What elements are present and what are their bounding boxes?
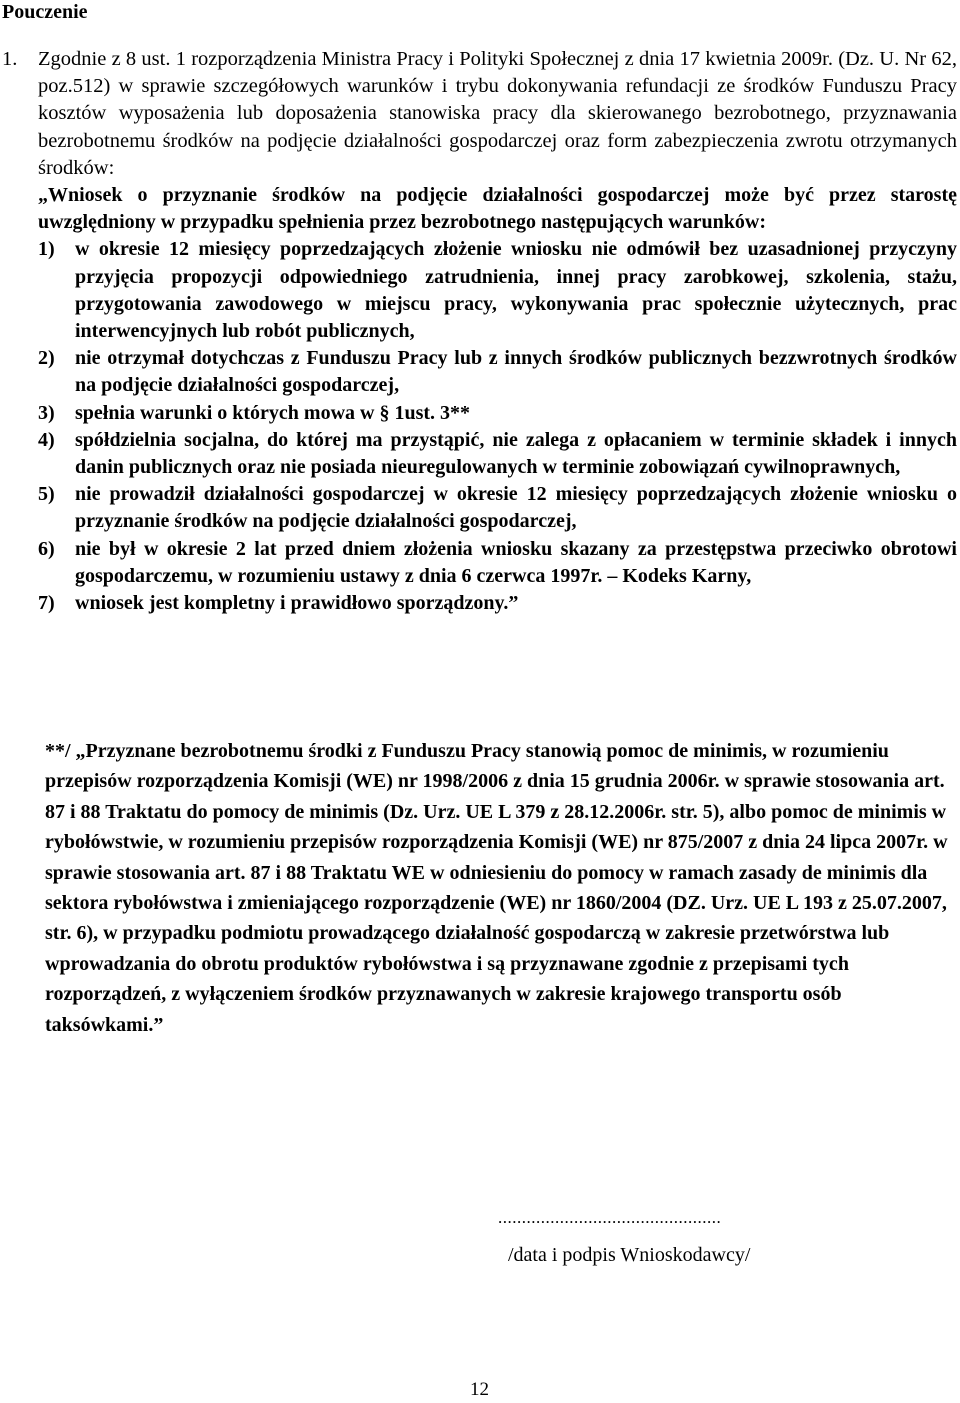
- list-item: [38, 536, 957, 590]
- item-number: 1): [38, 238, 55, 261]
- page-number: 12: [470, 1379, 489, 1400]
- item-number: 3): [38, 401, 55, 424]
- list-item: [38, 481, 957, 535]
- signature-line: ...............................................: [498, 1208, 722, 1227]
- item-text: w okresie 12 miesięcy poprzedzających złożenie wniosku nie odmówił bez uzasadnionej przyczyny przyjęcia propozycji odpowiedniego zatrudnienia, innej pracy zarobkowej, szkolenia, stażu, przygotowania zawodowego w miejscu pracy, wykonywania prac społecznie użytecznych, prac interwencyjnych lub robót publicznych,: [75, 238, 957, 343]
- paragraph-1: [2, 46, 957, 182]
- item-number: 4): [38, 428, 55, 451]
- paragraph-number: 1.: [2, 48, 18, 70]
- page-title: Pouczenie: [2, 1, 88, 23]
- list-item: [38, 345, 957, 399]
- quoted-intro: „Wniosek o przyznanie środków na podjęcie działalności gospodarczej może być przez starostę uwzględniony w przypadku spełnienia przez bezrobotnego następujących warunków:: [38, 184, 957, 234]
- item-text: wniosek jest kompletny i prawidłowo sporządzony.”: [75, 592, 519, 615]
- list-item: [38, 590, 957, 617]
- footnote: **/ „Przyznane bezrobotnemu środki z Funduszu Pracy stanowią pomoc de minimis, w rozumieniu przepisów rozporządzenia Komisji (WE) nr 1998/2006 z dnia 15 grudnia 2006r. w sprawie stosowania art. 87 i 88 Traktatu do pomocy de minimis (Dz. Urz. UE L 379 z 28.12.2006r. str. 5), albo pomoc de minimis w rybołówstwie, w rozumieniu przepisów rozporządzenia Komisji (WE) nr 875/2007 z dnia 24 lipca 2007r. w sprawie stosowania art. 87 i 88 Traktatu WE w odniesieniu do pomocy w ramach zasady de minimis dla sektora rybołówstwa i zmieniającego rozporządzenie (WE) nr 1860/2004 (DZ. Urz. UE L 193 z 25.07.2007, str. 6), w przypadku podmiotu prowadzącego działalność gospodarczą w zakresie przetwórstwa lub wprowadzania do obrotu produktów rybołówstwa i są przyznawane zgodnie z przepisami tych rozporządzeń, z wyłączeniem środków przyznawanych w zakresie krajowego transportu osób taksówkami.”: [45, 740, 948, 1036]
- instruction-section: [2, 46, 957, 617]
- list-item: [38, 400, 957, 427]
- conditions-list: [38, 236, 957, 617]
- list-item: [38, 236, 957, 345]
- paragraph-text: Zgodnie z 8 ust. 1 rozporządzenia Ministra Pracy i Polityki Społecznej z dnia 17 kwietnia 2009r. (Dz. U. Nr 62, poz.512) w sprawie szczegółowych warunków i trybu dokonywania refundacji ze środków Funduszu Pracy kosztów wyposażenia lub doposażenia stanowiska pracy dla skierowanego bezrobotnego, przyznawania bezrobotnemu środków na podjęcie działalności gospodarczej oraz form zabezpieczenia zwrotu otrzymanych środków:: [38, 48, 957, 179]
- conditions-block: [38, 182, 957, 617]
- item-text: nie otrzymał dotychczas z Funduszu Pracy lub z innych środków publicznych bezzwrotnych środków na podjęcie działalności gospodarczej,: [75, 347, 957, 397]
- item-number: 5): [38, 483, 55, 506]
- item-number: 7): [38, 592, 55, 615]
- item-text: nie prowadził działalności gospodarczej w okresie 12 miesięcy poprzedzających złożenie wniosku o przyznanie środków na podjęcie działalności gospodarczej,: [75, 483, 957, 533]
- signature-label: /data i podpis Wnioskodawcy/: [508, 1244, 751, 1266]
- item-text: spółdzielnia socjalna, do której ma przystąpić, nie zalega z opłacaniem w terminie składek i innych danin publicznych oraz nie posiada nieuregulowanych w terminie zobowiązań cywilnoprawnych,: [75, 428, 957, 479]
- item-text: nie był w okresie 2 lat przed dniem złożenia wniosku skazany za przestępstwa przeciwko obrotowi gospodarczemu, w rozumieniu ustawy z dnia 6 czerwca 1997r. – Kodeks Karny,: [75, 537, 957, 587]
- item-text: spełnia warunki o których mowa w § 1ust. 3**: [75, 401, 471, 424]
- list-item: [38, 427, 957, 481]
- item-number: 2): [38, 347, 55, 370]
- item-number: 6): [38, 537, 55, 560]
